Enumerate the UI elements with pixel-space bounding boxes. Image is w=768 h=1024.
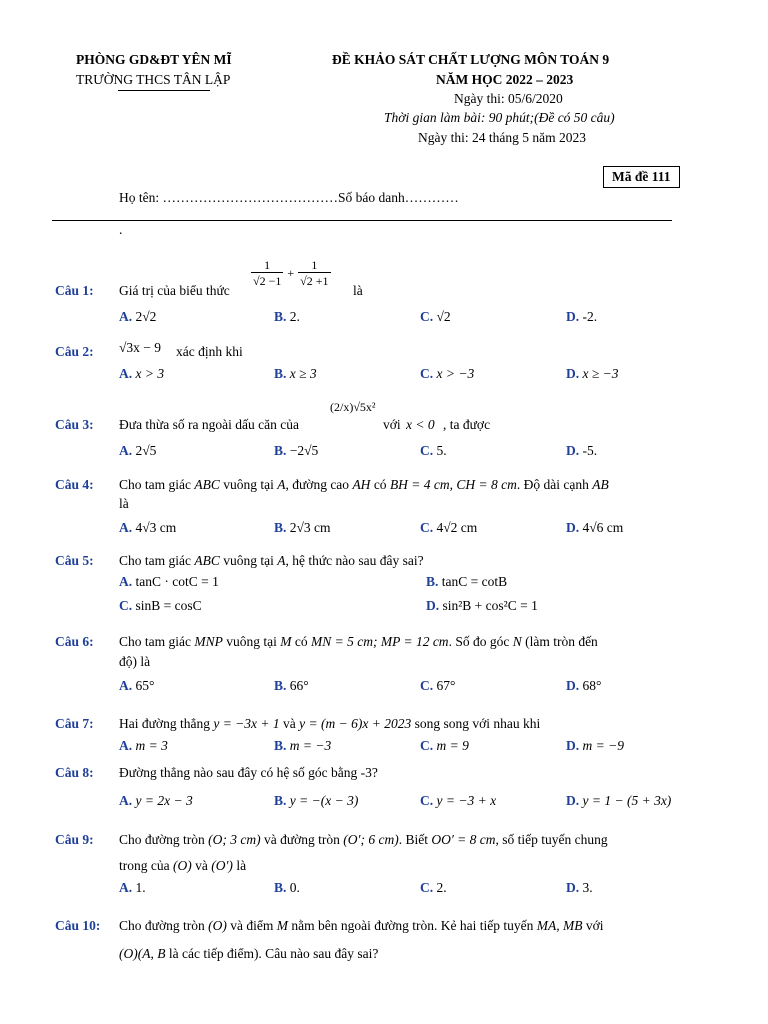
- exam-code-box: [603, 166, 680, 188]
- q4-option-b[interactable]: B. 2√3 cm: [274, 520, 331, 535]
- q5-option-a[interactable]: A. tanC · cotC = 1: [119, 574, 219, 589]
- question-2-text: xác định khi: [176, 344, 243, 359]
- question-10-text: Cho đường tròn (O) và điểm M nằm bên ngoài đường tròn. Kẻ hai tiếp tuyến MA, MB với: [119, 918, 604, 933]
- exam-title: ĐỀ KHẢO SÁT CHẤT LƯỢNG MÔN TOÁN 9: [332, 52, 610, 67]
- q3-option-b[interactable]: B. −2√5: [274, 443, 319, 458]
- q7-option-a[interactable]: A. m = 3: [119, 738, 168, 753]
- q6-option-c[interactable]: C. 67°: [420, 678, 456, 693]
- q9-option-c[interactable]: C. 2.: [420, 880, 447, 895]
- question-10-line-2: (O)(A, B là các tiếp điểm). Câu nào sau đây sai?: [119, 946, 379, 961]
- q8-option-c[interactable]: C. y = −3 + x: [420, 793, 497, 808]
- q6-option-d[interactable]: D. 68°: [566, 678, 602, 693]
- question-10-number: Câu 10:: [55, 918, 101, 933]
- divider-line: [52, 220, 672, 221]
- question-7-text: Hai đường thẳng y = −3x + 1 và y = (m − 6)x + 2023 song song với nhau khi: [119, 716, 541, 731]
- q5-option-b[interactable]: B. tanC = cotB: [426, 574, 508, 589]
- exam-date-2: Ngày thi: 24 tháng 5 năm 2023: [418, 130, 586, 145]
- question-8-number: Câu 8:: [55, 765, 94, 780]
- q7-option-b[interactable]: B. m = −3: [274, 738, 332, 753]
- q8-option-d[interactable]: D. y = 1 − (5 + 3x): [566, 793, 672, 808]
- time-note: Thời gian làm bài: 90 phút;(Đề có 50 câu): [384, 110, 615, 125]
- q2-option-d[interactable]: D. x ≥ −3: [566, 366, 619, 381]
- question-9-text: Cho đường tròn (O; 3 cm) và đường tròn (O′; 6 cm). Biết OO′ = 8 cm, số tiếp tuyến chung: [119, 832, 608, 847]
- department-name: PHÒNG GD&ĐT YÊN MĨ: [76, 52, 232, 67]
- question-8-text: Đường thẳng nào sau đây có hệ số góc bằng -3?: [119, 765, 378, 780]
- question-3-condition: x < 0: [406, 417, 435, 432]
- q7-option-d[interactable]: D. m = −9: [566, 738, 624, 753]
- question-3-expression: (2/x)√5x²: [330, 400, 376, 414]
- question-1-expression: $\frac{1}{√2 -1}$ + $\frac{1}{√2 +1}$: [253, 258, 329, 288]
- q6-option-b[interactable]: B. 66°: [274, 678, 309, 693]
- dot-mark: .: [119, 222, 123, 237]
- question-6-text: Cho tam giác MNP vuông tại M có MN = 5 cm; MP = 12 cm. Số đo góc N (làm tròn đến: [119, 634, 598, 649]
- question-1-text: Giá trị của biểu thức: [119, 283, 230, 298]
- fraction-2: $\frac{1}{√2 +1}$: [300, 258, 329, 288]
- question-2-expression: √3x − 9: [119, 340, 162, 355]
- school-underline: [118, 90, 210, 91]
- q7-option-c[interactable]: C. m = 9: [420, 738, 469, 753]
- question-9-line-2: trong của (O) và (O′) là: [119, 858, 247, 873]
- q8-option-b[interactable]: B. y = −(x − 3): [274, 793, 359, 808]
- q4-option-d[interactable]: D. 4√6 cm: [566, 520, 624, 535]
- question-4-line-2: là: [119, 496, 129, 511]
- q5-option-c[interactable]: C. sinB = cosC: [119, 598, 202, 613]
- q2-option-a[interactable]: A. x > 3: [119, 366, 165, 381]
- q9-option-b[interactable]: B. 0.: [274, 880, 300, 895]
- question-9-number: Câu 9:: [55, 832, 94, 847]
- question-3-tail-2: , ta được: [443, 417, 491, 432]
- question-3-number: Câu 3:: [55, 417, 94, 432]
- q9-option-a[interactable]: A. 1.: [119, 880, 146, 895]
- question-3-text: Đưa thừa số ra ngoài dấu căn của: [119, 417, 299, 432]
- question-1-tail: là: [353, 283, 363, 298]
- question-5-text: Cho tam giác ABC vuông tại A, hệ thức nào sau đây sai?: [119, 553, 424, 568]
- exam-code: Mã đề 111: [612, 169, 671, 184]
- question-6-line-2: độ) là: [119, 654, 151, 669]
- question-3-tail: với: [383, 417, 401, 432]
- q2-option-c[interactable]: C. x > −3: [420, 366, 475, 381]
- q1-option-b[interactable]: B. 2.: [274, 309, 300, 324]
- question-4-number: Câu 4:: [55, 477, 94, 492]
- q1-option-a[interactable]: A. 2√2: [119, 309, 157, 324]
- school-year: NĂM HỌC 2022 – 2023: [436, 72, 574, 87]
- question-6-number: Câu 6:: [55, 634, 94, 649]
- school-name: TRƯỜNG THCS TÂN LẬP: [76, 72, 231, 87]
- q1-option-c[interactable]: C. √2: [420, 309, 451, 324]
- name-line: Họ tên: …………………………………Số báo danh…………: [119, 190, 459, 205]
- q2-option-b[interactable]: B. x ≥ 3: [274, 366, 317, 381]
- q3-option-d[interactable]: D. -5.: [566, 443, 598, 458]
- q4-option-a[interactable]: A. 4√3 cm: [119, 520, 177, 535]
- q3-option-c[interactable]: C. 5.: [420, 443, 447, 458]
- q4-option-c[interactable]: C. 4√2 cm: [420, 520, 478, 535]
- q3-option-a[interactable]: A. 2√5: [119, 443, 157, 458]
- q5-option-d[interactable]: D. sin²B + cos²C = 1: [426, 598, 538, 613]
- exam-date-1: Ngày thi: 05/6/2020: [454, 91, 563, 106]
- q8-option-a[interactable]: A. y = 2x − 3: [119, 793, 193, 808]
- q6-option-a[interactable]: A. 65°: [119, 678, 155, 693]
- question-4-text: Cho tam giác ABC vuông tại A, đường cao AH có BH = 4 cm, CH = 8 cm. Độ dài cạnh AB: [119, 477, 609, 492]
- question-1-number: Câu 1:: [55, 283, 94, 298]
- question-7-number: Câu 7:: [55, 716, 94, 731]
- question-2-number: Câu 2:: [55, 344, 94, 359]
- q9-option-d[interactable]: D. 3.: [566, 880, 593, 895]
- q1-option-d[interactable]: D. -2.: [566, 309, 598, 324]
- question-5-number: Câu 5:: [55, 553, 94, 568]
- fraction-1: $\frac{1}{√2 -1}$: [253, 258, 282, 288]
